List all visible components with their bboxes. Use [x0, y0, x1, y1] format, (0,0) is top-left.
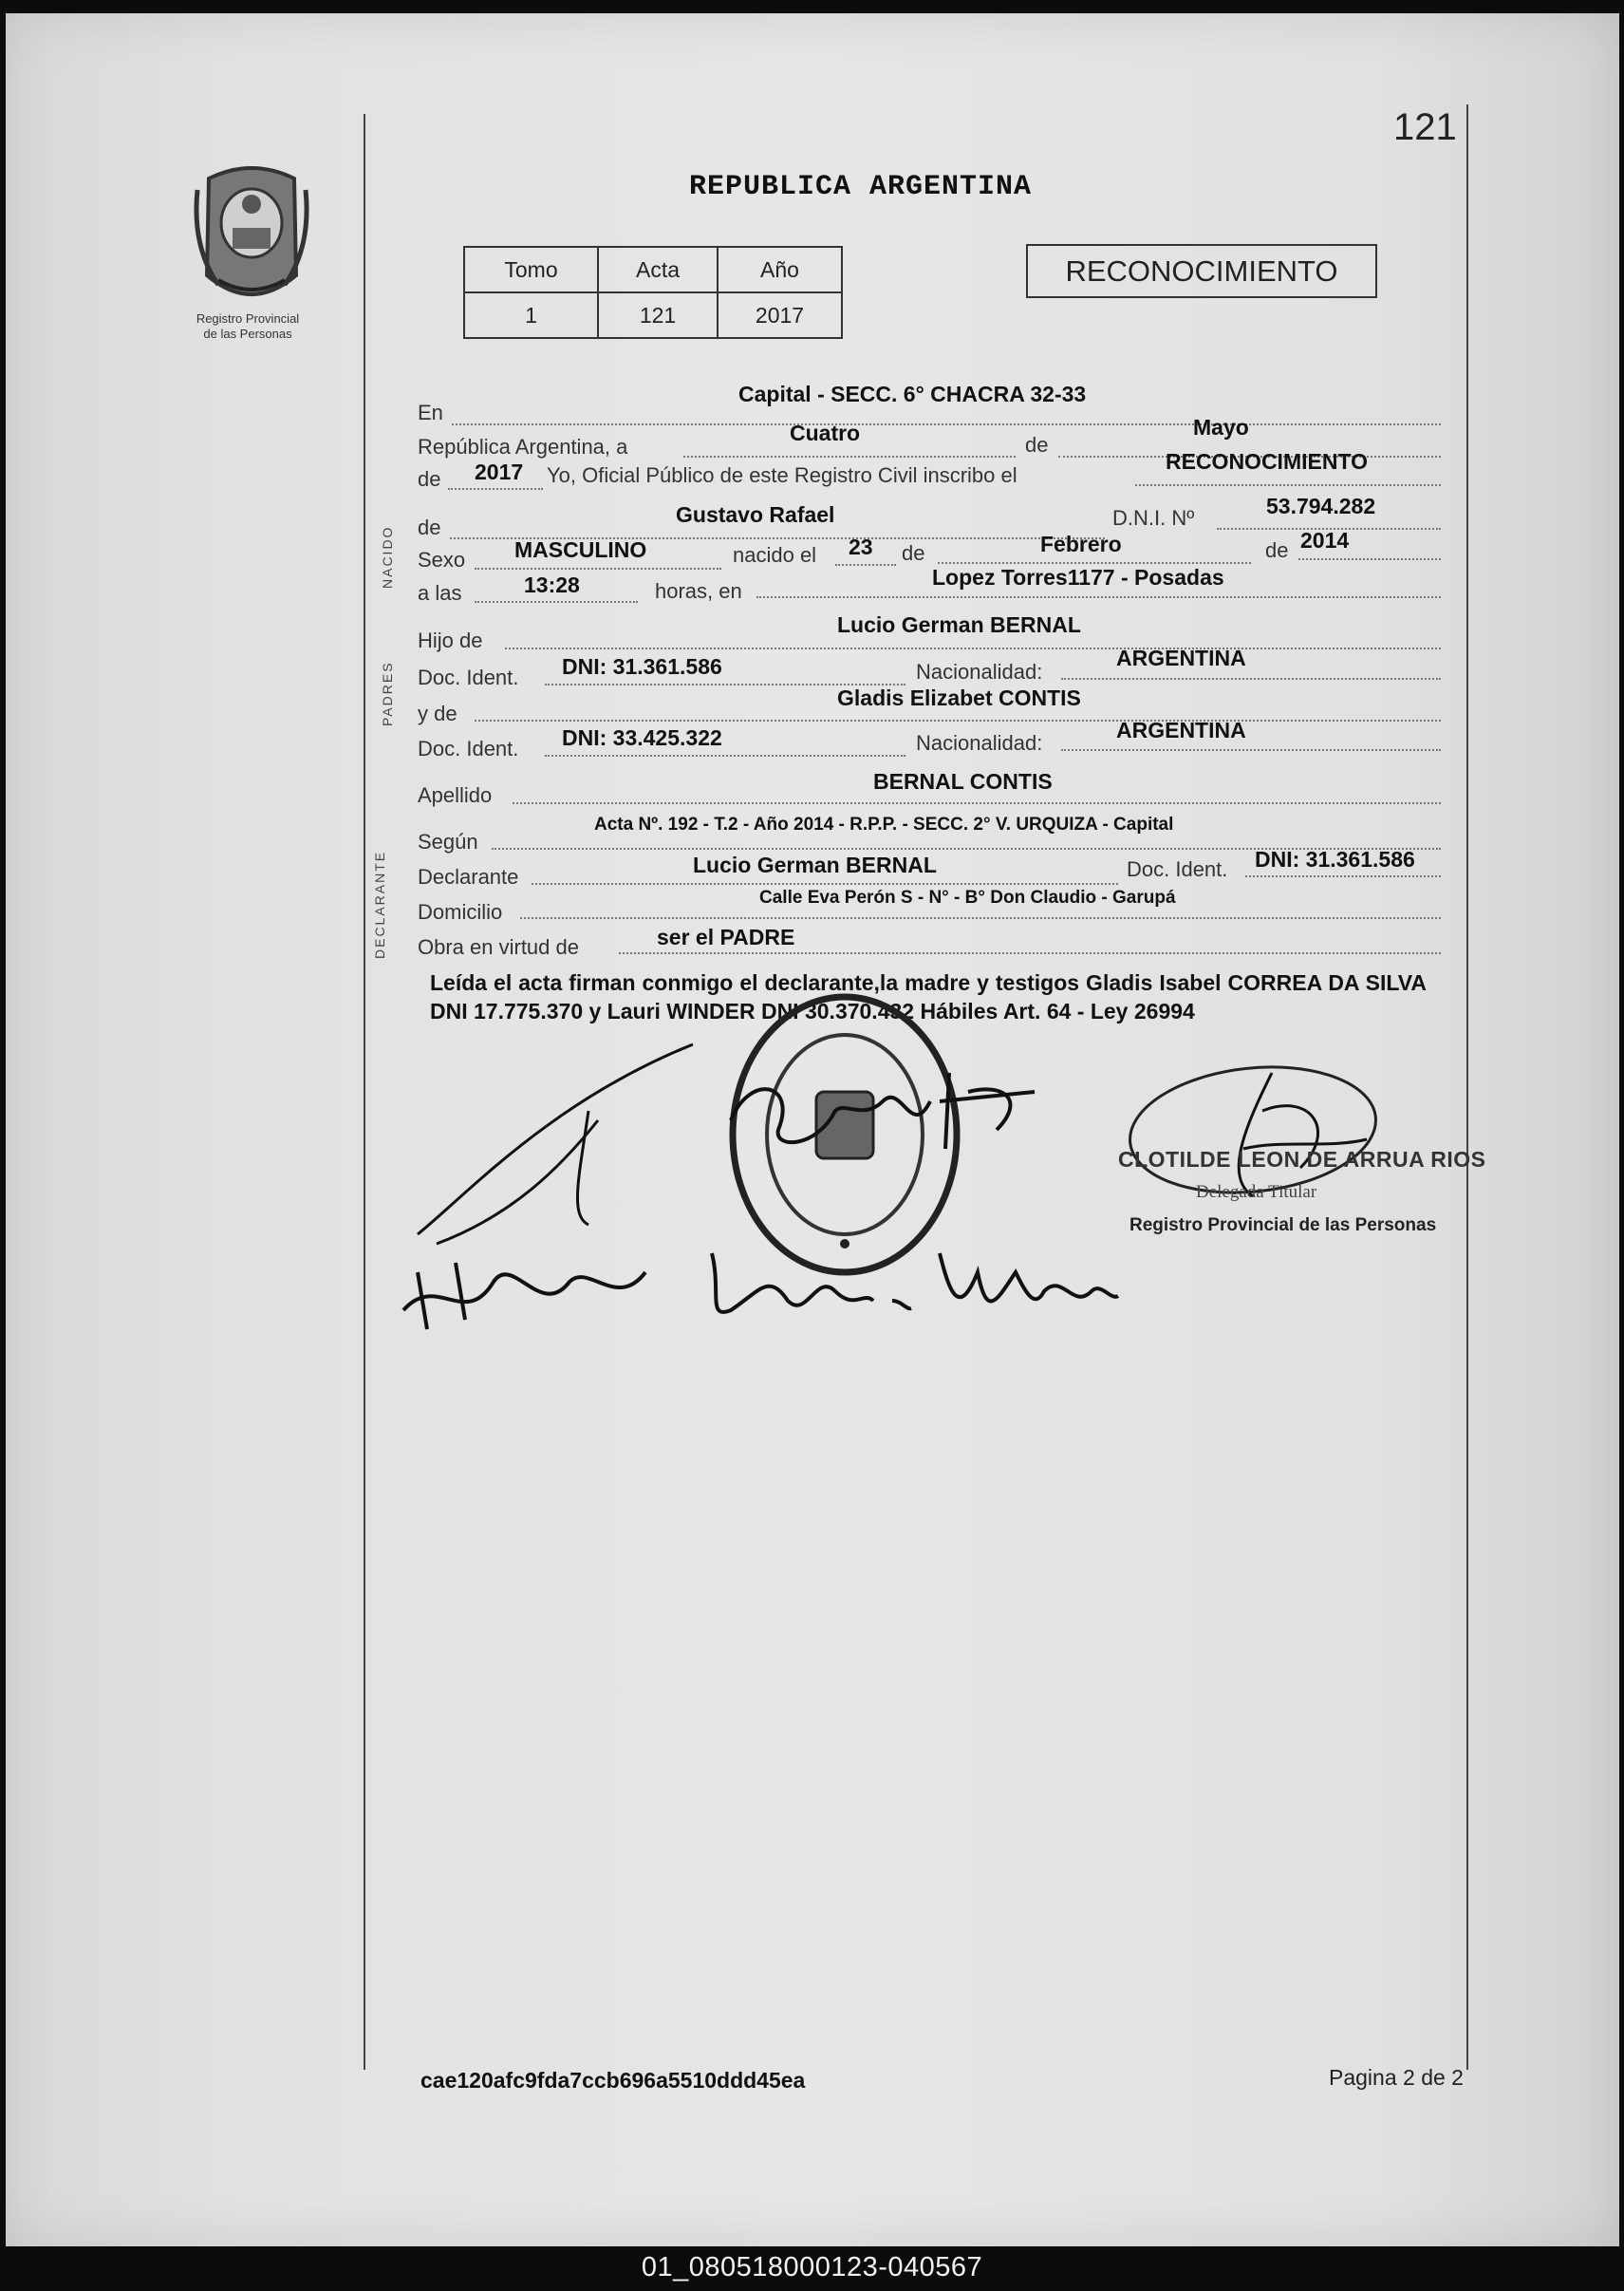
declarante-doc: DNI: 31.361.586: [1255, 847, 1415, 872]
doc-label-2: Doc. Ident.: [418, 737, 519, 761]
sexo-label: Sexo: [418, 548, 466, 572]
de-label-5: de: [1265, 538, 1289, 562]
birth-year: 2014: [1300, 528, 1350, 553]
apellido-line: [513, 802, 1441, 804]
nacido-label: nacido el: [733, 543, 817, 567]
tomo-value: 1: [464, 292, 598, 338]
page-number: 121: [1393, 106, 1457, 148]
de-label-3: de: [418, 516, 441, 539]
domicilio-value: Calle Eva Perón S - N° - B° Don Claudio - Garupá: [759, 888, 1176, 908]
witness-signature-icon: [702, 1234, 1120, 1339]
declarante-value: Lucio German BERNAL: [693, 853, 937, 877]
time-line: [475, 601, 638, 603]
mother-doc-line: [545, 755, 905, 757]
birth-month-line: [938, 562, 1251, 564]
declarante-line: [532, 883, 1118, 885]
side-label-padres: PADRES: [380, 661, 395, 726]
name-value: Gustavo Rafael: [676, 502, 835, 527]
mother-name: Gladis Elizabet CONTIS: [837, 685, 1081, 710]
father-doc: DNI: 31.361.586: [562, 654, 722, 679]
father-name: Lucio German BERNAL: [837, 612, 1081, 637]
hijo-label: Hijo de: [418, 629, 483, 652]
document-type-box: RECONOCIMIENTO: [1026, 244, 1377, 298]
nac-label-2: Nacionalidad:: [916, 731, 1043, 755]
en-line: [452, 423, 1441, 425]
de-label-4: de: [902, 541, 925, 565]
birth-month: Febrero: [1040, 532, 1122, 556]
right-margin-line: [1466, 104, 1468, 2070]
de-label: de: [1025, 433, 1049, 457]
domicilio-label: Domicilio: [418, 900, 503, 924]
en-value: Capital - SECC. 6° CHACRA 32-33: [738, 382, 1087, 406]
mother-nat: ARGENTINA: [1116, 718, 1246, 742]
doc-label-3: Doc. Ident.: [1127, 857, 1228, 881]
birth-place: Lopez Torres1177 - Posadas: [932, 565, 1224, 590]
inscribo-line: [1135, 484, 1441, 486]
obra-value: ser el PADRE: [657, 925, 795, 949]
day-value: Cuatro: [790, 421, 861, 445]
birth-day: 23: [849, 535, 873, 559]
inscribo-text: Yo, Oficial Público de este Registro Civil inscribo el: [547, 463, 1017, 487]
pagination: Pagina 2 de 2: [1329, 2065, 1464, 2090]
place-line: [756, 596, 1441, 598]
alas-label: a las: [418, 581, 462, 605]
document-title: REPUBLICA ARGENTINA: [689, 171, 1033, 203]
registrar-name: CLOTILDE LEON DE ARRUA RIOS: [1118, 1147, 1486, 1172]
doc-label: Doc. Ident.: [418, 666, 519, 689]
mother-doc: DNI: 33.425.322: [562, 725, 722, 750]
reference-table: [463, 246, 843, 339]
segun-value: Acta Nº. 192 - T.2 - Año 2014 - R.P.P. - SECC. 2° V. URQUIZA - Capital: [594, 815, 1174, 835]
ano-header: Año: [718, 247, 842, 292]
reference-table-value-row: [464, 292, 842, 338]
declarante-doc-line: [1245, 875, 1441, 877]
father-nat-line: [1061, 678, 1441, 680]
inscribo-value: RECONOCIMIENTO: [1166, 449, 1368, 474]
logo-caption-line2: de las Personas: [203, 327, 292, 341]
reference-table-header-row: [464, 247, 842, 292]
registrar-role: Delegada Titular: [1196, 1182, 1317, 1202]
left-margin-line: [364, 114, 365, 2070]
obra-line: [619, 952, 1441, 954]
year-value: 2017: [475, 460, 524, 484]
dni-value: 53.794.282: [1266, 494, 1376, 518]
side-label-nacido: NACIDO: [380, 525, 395, 589]
domicilio-line: [520, 917, 1441, 919]
day-line: [683, 456, 1016, 458]
yde-label: y de: [418, 702, 457, 725]
birth-year-line: [1298, 558, 1441, 560]
ano-value: 2017: [718, 292, 842, 338]
logo-caption: [167, 311, 328, 342]
logo-caption-line1: Registro Provincial: [196, 311, 300, 326]
dni-label: D.N.I. Nº: [1112, 506, 1195, 530]
father-line: [505, 648, 1441, 649]
tomo-header: Tomo: [464, 247, 598, 292]
en-label: En: [418, 401, 443, 424]
obra-label: Obra en virtud de: [418, 935, 579, 959]
mother-signature-icon: [721, 1063, 1044, 1168]
mother-nat-line: [1061, 749, 1441, 751]
year-line: [448, 488, 543, 490]
document-hash: cae120afc9fda7ccb696a5510ddd45ea: [420, 2068, 806, 2093]
nac-label: Nacionalidad:: [916, 660, 1043, 684]
segun-label: Según: [418, 830, 478, 854]
horas-label: horas, en: [655, 579, 742, 603]
scan-code: 01_080518000123-040567: [641, 2252, 983, 2282]
side-label-declarante: DECLARANTE: [372, 850, 387, 959]
acta-value: 121: [598, 292, 718, 338]
birth-day-line: [835, 564, 896, 566]
sexo-value: MASCULINO: [514, 537, 647, 562]
birth-time: 13:28: [524, 573, 580, 597]
acta-header: Acta: [598, 247, 718, 292]
reading-paragraph: Leída el acta firman conmigo el declarante,la madre y testigos Gladis Isabel CORREA DA SILVA DNI 17.775.370 y Lauri WINDER DNI 30.370.432 Hábiles Art. 64 - Ley 26994: [430, 970, 1427, 1023]
father-nat: ARGENTINA: [1116, 646, 1246, 670]
sexo-line: [475, 568, 721, 570]
apellido-label: Apellido: [418, 783, 493, 807]
declarante-label: Declarante: [418, 865, 519, 889]
mother-line: [475, 720, 1441, 722]
registrar-office: Registro Provincial de las Personas: [1129, 1215, 1437, 1235]
de-label-2: de: [418, 467, 441, 491]
month-value: Mayo: [1193, 415, 1249, 440]
coat-of-arms-icon: [190, 161, 313, 309]
declarant-signature-icon: [399, 1025, 721, 1339]
republica-label: República Argentina, a: [418, 435, 628, 459]
apellido-value: BERNAL CONTIS: [873, 769, 1053, 794]
